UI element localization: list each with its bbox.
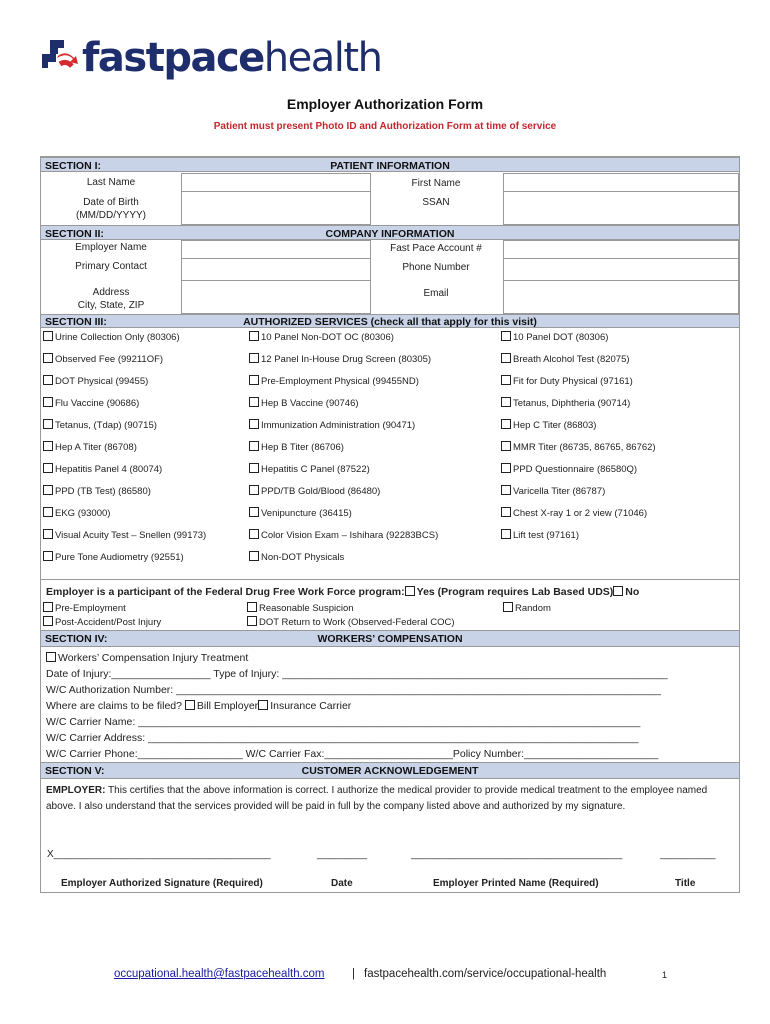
service-checkbox[interactable]	[249, 485, 259, 495]
account-label: Fast Pace Account #	[390, 243, 482, 254]
service-item[interactable]	[501, 507, 647, 519]
service-item[interactable]	[43, 485, 151, 497]
service-checkbox[interactable]	[249, 463, 259, 473]
service-item[interactable]	[501, 485, 605, 497]
section-3-label: SECTION III:	[45, 316, 107, 328]
section-5-heading: CUSTOMER ACKNOWLEDGEMENT	[301, 765, 479, 777]
service-item[interactable]	[43, 507, 110, 519]
service-label: Immunization Administration (90471)	[261, 420, 416, 431]
service-checkbox[interactable]	[501, 353, 511, 363]
reason-reasonable-suspicion[interactable]: Reasonable Suspicion	[247, 602, 354, 614]
service-checkbox[interactable]	[43, 529, 53, 539]
service-item[interactable]	[43, 331, 180, 343]
section-4-header	[41, 630, 739, 647]
wc-treatment-checkbox[interactable]	[46, 652, 56, 662]
title-line[interactable]: __________	[660, 849, 716, 860]
program-yes-checkbox[interactable]	[405, 586, 415, 596]
section-2-label: SECTION II:	[45, 228, 104, 240]
service-item[interactable]	[501, 375, 633, 387]
service-checkbox[interactable]	[43, 331, 53, 341]
title-label: Title	[675, 878, 696, 889]
section-1-label: SECTION I:	[45, 160, 102, 172]
service-label: DOT Physical (99455)	[55, 376, 149, 387]
service-label: Pre-Employment Physical (99455ND)	[261, 376, 419, 387]
checkbox[interactable]	[247, 602, 257, 612]
address-field[interactable]	[181, 280, 371, 314]
date-label: Date	[331, 878, 353, 889]
service-checkbox[interactable]	[501, 463, 511, 473]
page-number: 1	[662, 970, 668, 980]
service-checkbox[interactable]	[249, 397, 259, 407]
form-subtitle: Patient must present Photo ID and Authorization Form at time of service	[213, 121, 557, 132]
service-checkbox[interactable]	[249, 419, 259, 429]
dob-field[interactable]	[181, 191, 371, 225]
city-state-zip-label: City, State, ZIP	[77, 300, 145, 311]
email-field[interactable]	[503, 280, 739, 314]
service-checkbox[interactable]	[501, 529, 511, 539]
service-label: Hepatitis C Panel (87522)	[261, 464, 370, 475]
wc-carrier-address-line[interactable]: W/C Carrier Address: ____________________________________________________________________________________	[46, 732, 639, 744]
service-label: Hep B Vaccine (90746)	[261, 398, 359, 409]
section-3-heading: AUTHORIZED SERVICES (check all that apply for this visit)	[243, 316, 537, 328]
service-checkbox[interactable]	[43, 353, 53, 363]
signature-line[interactable]: X_______________________________________	[47, 849, 271, 860]
service-label: 12 Panel In-House Drug Screen (80305)	[261, 354, 432, 365]
primary-contact-label: Primary Contact	[75, 261, 147, 272]
date-line[interactable]: _________	[317, 849, 368, 860]
footer-email-link[interactable]: occupational.health@fastpacehealth.com	[114, 968, 325, 980]
service-label: Tetanus, (Tdap) (90715)	[55, 420, 157, 431]
insurance-carrier-label: Insurance Carrier	[270, 700, 352, 712]
service-label: Lift test (97161)	[513, 530, 580, 541]
service-label: Fit for Duty Physical (97161)	[513, 376, 633, 387]
service-label: Urine Collection Only (80306)	[55, 332, 180, 343]
dob-format-label: (MM/DD/YYYY)	[76, 210, 146, 221]
service-item[interactable]	[501, 397, 630, 409]
printed-name-line[interactable]: ______________________________________	[411, 849, 623, 860]
logo	[40, 35, 382, 81]
service-label: PPD/TB Gold/Blood (86480)	[261, 486, 381, 497]
reason-return-to-work[interactable]: DOT Return to Work (Observed-Federal COC)	[247, 616, 455, 628]
section-1-heading: PATIENT INFORMATION	[330, 160, 450, 172]
phone-label: Phone Number	[402, 262, 470, 273]
signature-label: Employer Authorized Signature (Required)	[61, 878, 263, 889]
service-item[interactable]	[501, 529, 579, 541]
service-checkbox[interactable]	[43, 463, 53, 473]
service-checkbox[interactable]	[501, 397, 511, 407]
service-label: Flu Vaccine (90686)	[55, 398, 140, 409]
wc-authorization-line[interactable]: W/C Authorization Number: ___________________________________________________________________________________	[46, 684, 661, 696]
service-item[interactable]	[43, 463, 162, 475]
service-label: Hepatitis Panel 4 (80074)	[55, 464, 163, 475]
service-label: PPD Questionnaire (86580Q)	[513, 464, 638, 475]
form-title: Employer Authorization Form	[286, 96, 484, 112]
program-yes-label: Yes (Program requires Lab Based UDS)	[416, 586, 614, 598]
employer-name-label: Employer Name	[75, 242, 147, 253]
service-label: Varicella Titer (86787)	[513, 486, 606, 497]
insurance-carrier-checkbox[interactable]	[258, 700, 268, 710]
program-divider	[41, 579, 739, 580]
primary-contact-field[interactable]	[181, 258, 371, 281]
footer-url[interactable]: fastpacehealth.com/service/occupational-health	[364, 968, 607, 980]
claims-question: Where are claims to be filed?	[46, 700, 182, 712]
employer-name-field[interactable]	[181, 240, 371, 259]
acknowledgement-text	[46, 783, 736, 815]
dob-label: Date of Birth	[83, 197, 139, 208]
service-label: Non-DOT Physicals	[261, 552, 345, 563]
program-question: Employer is a participant of the Federal Drug Free Work Force program:	[46, 586, 405, 598]
service-item[interactable]	[501, 441, 656, 453]
service-label: Hep C Titer (86803)	[513, 420, 597, 431]
service-item[interactable]	[501, 463, 637, 475]
service-checkbox[interactable]	[249, 353, 259, 363]
service-item[interactable]	[249, 485, 380, 497]
address-label: Address	[92, 287, 130, 298]
section-2-heading: COMPANY INFORMATION	[325, 228, 455, 240]
program-row	[46, 586, 639, 598]
first-name-label: First Name	[411, 178, 461, 189]
service-checkbox[interactable]	[249, 507, 259, 517]
program-no-label: No	[625, 586, 640, 598]
service-label: 10 Panel Non-DOT OC (80306)	[261, 332, 394, 343]
wc-date-of-injury-line[interactable]: Date of Injury:_________________ Type of Injury: __________________________________________________________________	[46, 668, 668, 680]
service-item[interactable]	[43, 529, 206, 541]
program-no-checkbox[interactable]	[613, 586, 623, 596]
authorization-form	[40, 156, 740, 893]
service-label: 10 Panel DOT (80306)	[513, 332, 609, 343]
wc-carrier-name-line[interactable]: W/C Carrier Name: ______________________________________________________________________________________	[46, 716, 641, 728]
ssan-label: SSAN	[422, 197, 450, 208]
service-checkbox[interactable]	[501, 507, 511, 517]
service-item[interactable]	[43, 441, 137, 453]
service-checkbox[interactable]	[43, 375, 53, 385]
ack-lead: EMPLOYER:	[46, 785, 106, 796]
service-item[interactable]	[501, 419, 596, 431]
service-checkbox[interactable]	[501, 419, 511, 429]
reason-post-accident[interactable]: Post-Accident/Post Injury	[43, 616, 161, 628]
service-item[interactable]	[249, 507, 352, 519]
checkbox[interactable]	[503, 602, 513, 612]
service-label: Hep A Titer (86708)	[55, 442, 137, 453]
service-checkbox[interactable]	[249, 375, 259, 385]
service-item[interactable]	[501, 353, 630, 365]
service-item[interactable]	[249, 529, 438, 541]
service-item[interactable]	[249, 551, 344, 563]
checkbox[interactable]	[247, 616, 257, 626]
service-item[interactable]	[249, 419, 415, 431]
ssan-field[interactable]	[503, 191, 739, 225]
logo-wordmark: fastpacehealth	[82, 35, 382, 81]
service-item[interactable]	[501, 331, 608, 343]
service-item[interactable]	[249, 441, 344, 453]
service-label: Color Vision Exam – Ishihara (92283BCS)	[261, 530, 439, 541]
service-label: Venipuncture (36415)	[261, 508, 352, 519]
service-label: PPD (TB Test) (86580)	[55, 486, 151, 497]
service-item[interactable]	[43, 551, 184, 563]
service-item[interactable]	[43, 397, 139, 409]
section-4-label: SECTION IV:	[45, 633, 108, 645]
wc-treatment[interactable]: Workers’ Compensation Injury Treatment	[46, 652, 248, 664]
section-4-heading: WORKERS’ COMPENSATION	[317, 633, 463, 645]
service-label: Visual Acuity Test – Snellen (99173)	[55, 530, 207, 541]
service-label: Observed Fee (99211OF)	[55, 354, 164, 365]
service-label: Chest X-ray 1 or 2 view (71046)	[513, 508, 648, 519]
service-item[interactable]	[249, 331, 394, 343]
last-name-label: Last Name	[86, 177, 136, 188]
wc-claims-row	[46, 700, 351, 712]
service-checkbox[interactable]	[43, 441, 53, 451]
phone-field[interactable]	[503, 258, 739, 281]
last-name-field[interactable]	[181, 173, 371, 192]
service-label: Tetanus, Diphtheria (90714)	[513, 398, 631, 409]
service-label: MMR Titer (86735, 86765, 86762)	[513, 442, 656, 453]
service-item[interactable]	[43, 375, 148, 387]
service-item[interactable]	[43, 353, 163, 365]
service-checkbox[interactable]	[43, 551, 53, 561]
service-checkbox[interactable]	[43, 397, 53, 407]
printed-name-label: Employer Printed Name (Required)	[433, 878, 599, 889]
ack-body: This certifies that the above information is correct. I authorize the medical provider to provide medical treatment to the employee named above. I also understand that the services provided will be paid in full by the company listed above and authorized by my signature.	[46, 785, 708, 812]
service-checkbox[interactable]	[501, 485, 511, 495]
fastpace-cross-logo-icon	[40, 38, 80, 78]
service-checkbox[interactable]	[501, 375, 511, 385]
reason-pre-employment[interactable]: Pre-Employment	[43, 602, 126, 614]
footer-separator: |	[352, 968, 355, 980]
service-label: Pure Tone Audiometry (92551)	[55, 552, 184, 563]
service-item[interactable]	[43, 419, 157, 431]
service-label: Hep B Titer (86706)	[261, 442, 344, 453]
bill-employer-label: Bill Employer	[196, 700, 259, 712]
account-field[interactable]	[503, 240, 739, 259]
service-checkbox[interactable]	[43, 485, 53, 495]
section-2-header	[41, 225, 739, 240]
email-label: Email	[423, 288, 449, 299]
first-name-field[interactable]	[503, 173, 739, 192]
service-checkbox[interactable]	[249, 331, 259, 341]
wc-carrier-phone-line[interactable]: W/C Carrier Phone:__________________ W/C Carrier Fax:______________________Policy Number:_______________________	[46, 748, 659, 760]
checkbox[interactable]	[43, 602, 53, 612]
service-item[interactable]	[249, 397, 359, 409]
section-5-header	[41, 762, 739, 779]
reason-random[interactable]: Random	[503, 602, 551, 614]
service-checkbox[interactable]	[501, 331, 511, 341]
service-checkbox[interactable]	[249, 551, 259, 561]
bill-employer-checkbox[interactable]	[185, 700, 195, 710]
service-checkbox[interactable]	[501, 441, 511, 451]
section-3-header	[41, 314, 739, 328]
service-item[interactable]	[249, 375, 419, 387]
service-item[interactable]	[249, 353, 431, 365]
checkbox[interactable]	[43, 616, 53, 626]
section-5-label: SECTION V:	[45, 765, 105, 777]
service-label: EKG (93000)	[55, 508, 111, 519]
service-checkbox[interactable]	[249, 529, 259, 539]
service-checkbox[interactable]	[249, 441, 259, 451]
service-item[interactable]	[249, 463, 370, 475]
service-label: Breath Alcohol Test (82075)	[513, 354, 630, 365]
section-1-header	[41, 157, 739, 172]
service-checkbox[interactable]	[43, 419, 53, 429]
service-checkbox[interactable]	[43, 507, 53, 517]
